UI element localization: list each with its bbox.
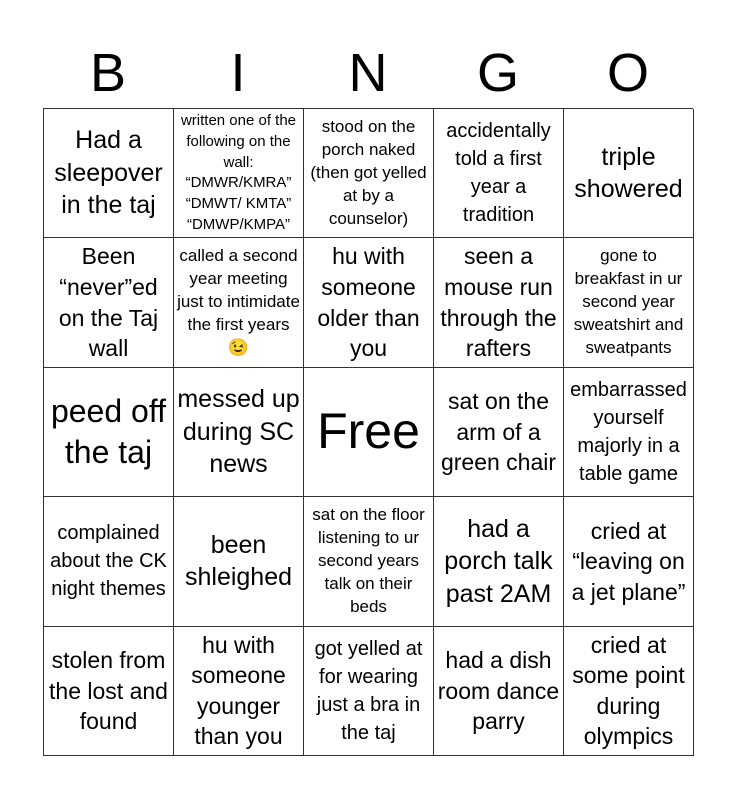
bingo-cell[interactable] bbox=[304, 627, 434, 756]
bingo-cell[interactable] bbox=[174, 368, 304, 497]
bingo-cell[interactable] bbox=[304, 109, 434, 238]
bingo-cell[interactable] bbox=[174, 238, 304, 367]
bingo-cell[interactable] bbox=[44, 238, 174, 367]
cell-text: sat on the arm of a green chair bbox=[440, 388, 557, 476]
header-letter-g: G bbox=[476, 43, 519, 103]
cell-text: sat on the floor listening to ur second years talk on their beds bbox=[312, 505, 425, 616]
cell-text: gone to breakfast in ur second year sweatshirt and sweatpants bbox=[573, 246, 684, 357]
cell-text: complained about the CK night themes bbox=[50, 522, 167, 601]
header-letter-n: N bbox=[348, 43, 388, 103]
cell-text: had a dish room dance parry bbox=[437, 646, 560, 735]
bingo-cell[interactable] bbox=[434, 238, 564, 367]
bingo-cell[interactable] bbox=[304, 497, 434, 626]
bingo-cell[interactable] bbox=[44, 109, 174, 238]
free-space-cell[interactable] bbox=[304, 368, 434, 497]
header-letter-i: I bbox=[230, 43, 246, 103]
cell-text: had a porch talk past 2AM bbox=[444, 514, 553, 608]
bingo-cell[interactable] bbox=[564, 368, 694, 497]
bingo-cell[interactable] bbox=[434, 497, 564, 626]
header-letter-b: B bbox=[89, 43, 127, 103]
cell-text: called a second year meeting just to intimidate the first years😉 bbox=[177, 246, 300, 357]
cell-text: Been “never”ed on the Taj wall bbox=[58, 243, 159, 362]
cell-text: cried at some point during olympics bbox=[572, 631, 685, 750]
cell-text: stood on the porch naked (then got yelled at by a counselor) bbox=[310, 116, 427, 228]
cell-text: seen a mouse run through the rafters bbox=[440, 243, 557, 362]
bingo-cell[interactable] bbox=[304, 238, 434, 367]
cell-text: messed up during SC news bbox=[177, 385, 300, 479]
bingo-cell[interactable] bbox=[564, 497, 694, 626]
bingo-grid bbox=[43, 108, 693, 756]
cell-text: written one of the following on the wall: “DMWR/KMRA” “DMWT/ KMTA” “DMWP/KMPA” bbox=[180, 112, 297, 233]
bingo-cell[interactable] bbox=[564, 109, 694, 238]
free-space-text: Free bbox=[317, 403, 420, 460]
bingo-cell[interactable] bbox=[44, 627, 174, 756]
cell-text: accidentally told a first year a tradition bbox=[446, 120, 551, 227]
header-letter-o: O bbox=[606, 43, 649, 103]
cell-text: hu with someone younger than you bbox=[191, 631, 286, 750]
cell-text: got yelled at for wearing just a bra in the taj bbox=[314, 637, 423, 744]
cell-text: Had a sleepover in the taj bbox=[54, 126, 163, 220]
bingo-cell[interactable] bbox=[434, 109, 564, 238]
bingo-cell[interactable] bbox=[44, 497, 174, 626]
bingo-header bbox=[43, 38, 693, 108]
cell-text: been shleighed bbox=[184, 530, 293, 592]
cell-text: cried at “leaving on a jet plane” bbox=[571, 517, 686, 605]
cell-text: triple showered bbox=[574, 142, 683, 204]
bingo-cell[interactable] bbox=[44, 368, 174, 497]
bingo-cell[interactable] bbox=[174, 497, 304, 626]
bingo-cell[interactable] bbox=[174, 109, 304, 238]
bingo-cell[interactable] bbox=[564, 627, 694, 756]
cell-text: stolen from the lost and found bbox=[49, 646, 168, 735]
bingo-cell[interactable] bbox=[174, 627, 304, 756]
bingo-cell[interactable] bbox=[434, 368, 564, 497]
cell-text: embarrassed yourself majorly in a table game bbox=[570, 378, 687, 485]
cell-text: peed off the taj bbox=[50, 393, 167, 470]
bingo-cell[interactable] bbox=[434, 627, 564, 756]
cell-text: hu with someone older than you bbox=[317, 243, 420, 362]
bingo-cell[interactable] bbox=[564, 238, 694, 367]
